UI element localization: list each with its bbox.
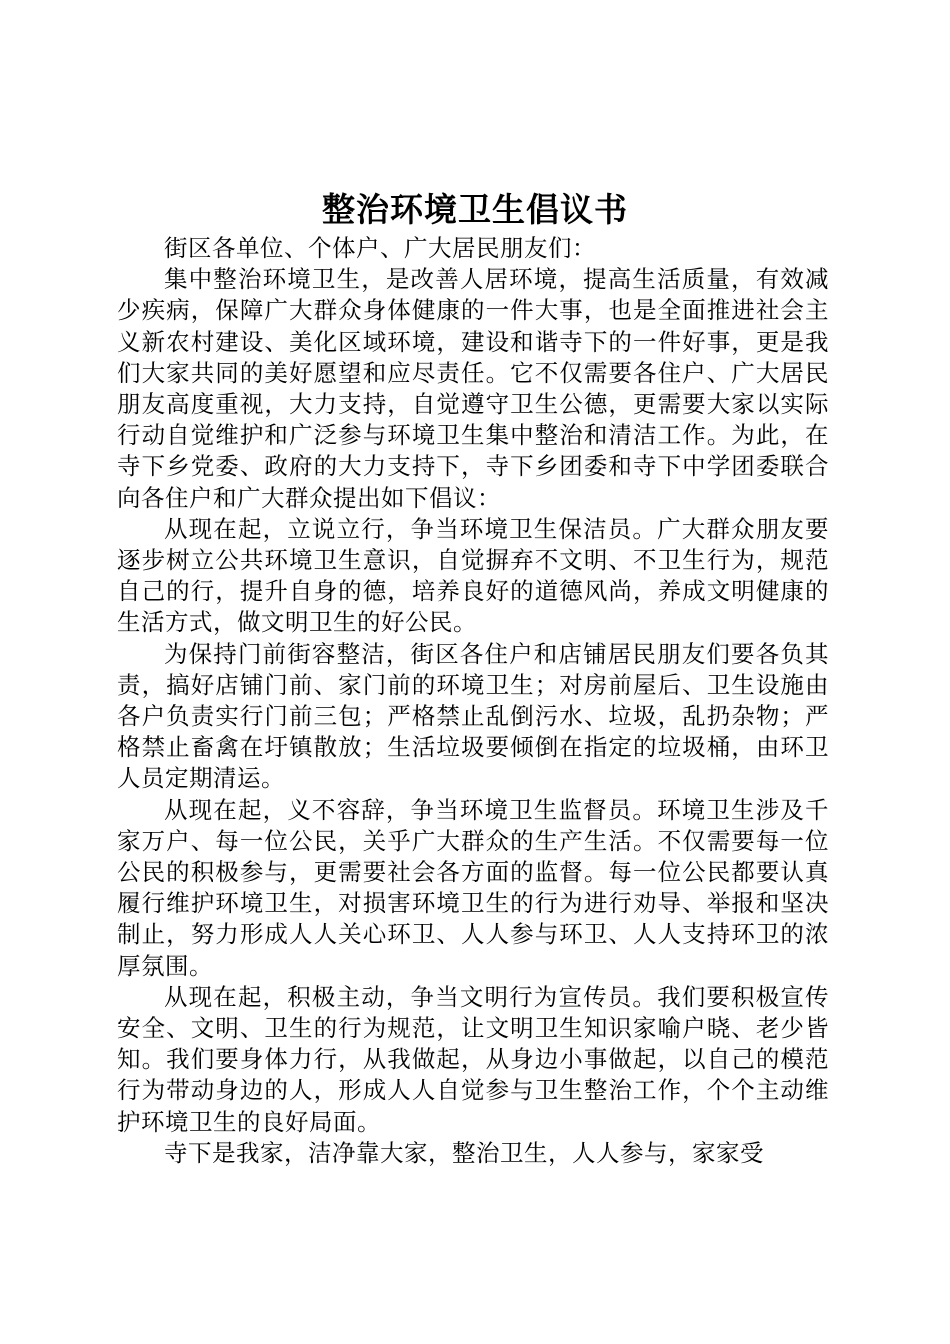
paragraph-storefront: 为保持门前街容整洁，街区各住户和店铺居民朋友们要各负其责，搞好店铺门前、家门前的环境卫生；对房前屋后、卫生设施由各户负责实行门前三包；严格禁止乱倒污水、垃圾，乱扔杂物；严格禁止畜禽在圩镇散放；生活垃圾要倾倒在指定的垃圾桶，由环卫人员定期清运。 <box>117 639 829 793</box>
document-title: 整治环境卫生倡议书 <box>322 190 628 229</box>
salutation: 街区各单位、个体户、广大居民朋友们： <box>164 234 596 262</box>
paragraph-promoter: 从现在起，积极主动，争当文明行为宣传员。我们要积极宣传安全、文明、卫生的行为规范，让文明卫生知识家喻户晓、老少皆知。我们要身体力行，从我做起，从身边小事做起，以自己的模范行为带动身边的人，形成人人自觉参与卫生整治工作，个个主动维护环境卫生的良好局面。 <box>117 982 829 1136</box>
paragraph-cleaner: 从现在起，立说立行，争当环境卫生保洁员。广大群众朋友要逐步树立公共环境卫生意识，自觉摒弃不文明、不卫生行为，规范自己的行，提升自身的德，培养良好的道德风尚，养成文明健康的生活方式，做文明卫生的好公民。 <box>117 514 829 637</box>
paragraph-closing: 寺下是我家，洁净靠大家，整治卫生，人人参与，家家受 <box>164 1138 764 1167</box>
document-body <box>117 233 829 1169</box>
paragraph-supervisor: 从现在起，义不容辞，争当环境卫生监督员。环境卫生涉及千家万户、每一位公民，关乎广大群众的生产生活。不仅需要每一位公民的积极参与，更需要社会各方面的监督。每一位公民都要认真履行维护环境卫生，对损害环境卫生的行为进行劝导、举报和坚决制止，努力形成人人关心环卫、人人参与环卫、人人支持环卫的浓厚氛围。 <box>117 795 829 980</box>
paragraph-intro: 集中整治环境卫生，是改善人居环境，提高生活质量，有效减少疾病，保障广大群众身体健康的一件大事，也是全面推进社会主义新农村建设、美化区域环境，建设和谐寺下的一件好事，更是我们大家共同的美好愿望和应尽责任。它不仅需要各住户、广大居民朋友高度重视，大力支持，自觉遵守卫生公德，更需要大家以实际行动自觉维护和广泛参与环境卫生集中整治和清洁工作。为此，在寺下乡党委、政府的大力支持下，寺下乡团委和寺下中学团委联合向各住户和广大群众提出如下倡议： <box>117 265 829 512</box>
